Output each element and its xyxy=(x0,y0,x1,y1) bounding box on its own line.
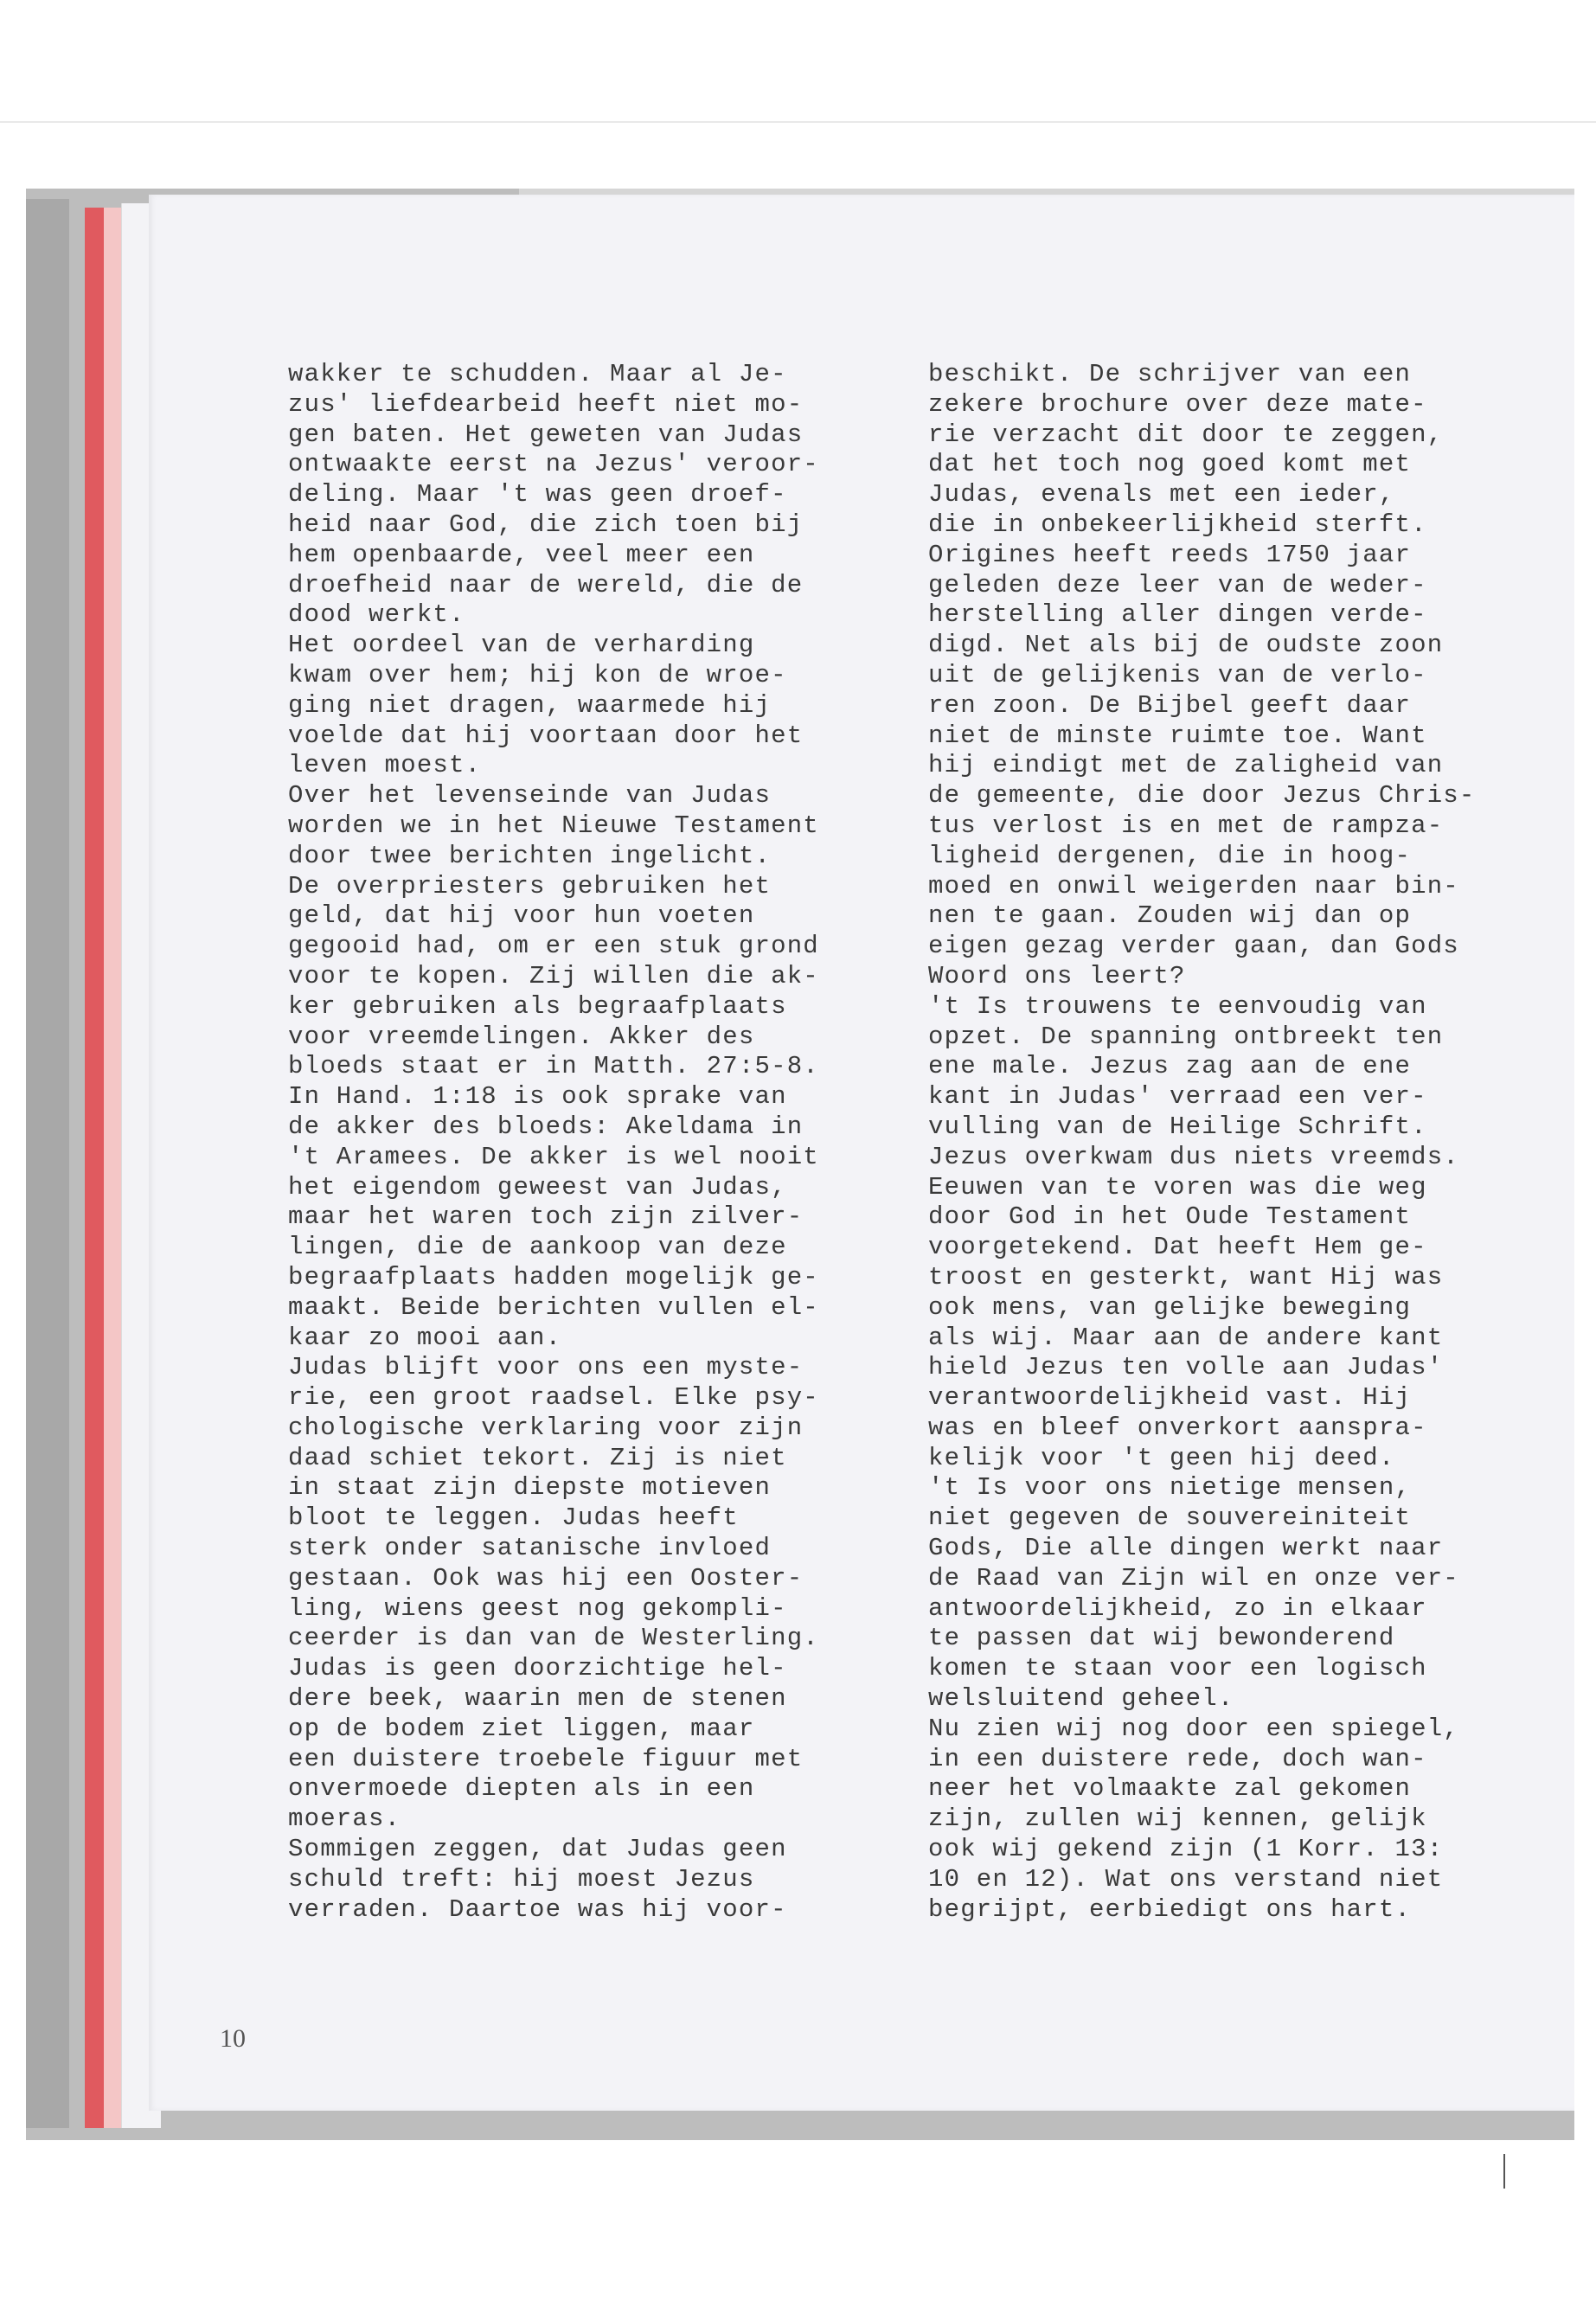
text-line: bloeds staat er in Matth. 27:5-8. xyxy=(288,1052,819,1081)
text-line: leven moest. xyxy=(288,751,482,780)
text-line: rie verzacht dit door te zeggen, xyxy=(928,420,1444,449)
text-line: kant in Judas' verraad een ver- xyxy=(928,1082,1427,1112)
text-line: Over het levenseinde van Judas xyxy=(288,781,772,811)
text-line: tus verlost is en met de rampza- xyxy=(928,811,1444,840)
text-line: de akker des bloeds: Akeldama in xyxy=(288,1112,804,1141)
text-line: eigen gezag verder gaan, dan Gods xyxy=(928,932,1459,961)
text-line: moed en onwil weigerden naar bin- xyxy=(928,871,1459,901)
text-line: antwoordelijkheid, zo in elkaar xyxy=(928,1593,1427,1623)
text-line: 10 en 12). Wat ons verstand niet xyxy=(928,1864,1444,1894)
left-text-column xyxy=(288,360,819,1925)
text-line: moeras. xyxy=(288,1804,401,1834)
text-line: maakt. Beide berichten vullen el- xyxy=(288,1292,819,1322)
text-line: kelijk voor 't geen hij deed. xyxy=(928,1443,1395,1472)
text-line: ook wij gekend zijn (1 Korr. 13: xyxy=(928,1835,1444,1864)
text-line: digd. Net als bij de oudste zoon xyxy=(928,631,1444,660)
text-line: troost en gesterkt, want Hij was xyxy=(928,1262,1444,1292)
text-line: Het oordeel van de verharding xyxy=(288,631,755,660)
text-line: beschikt. De schrijver van een xyxy=(928,360,1412,388)
text-line: 't Is trouwens te eenvoudig van xyxy=(928,991,1427,1021)
text-line: dood werkt. xyxy=(288,600,465,630)
text-line: nen te gaan. Zouden wij dan op xyxy=(928,901,1412,931)
text-line: voorgetekend. Dat heeft Hem ge- xyxy=(928,1233,1427,1262)
text-line: Origines heeft reeds 1750 jaar xyxy=(928,540,1412,569)
text-line: Sommigen zeggen, dat Judas geen xyxy=(288,1835,787,1864)
text-line: te passen dat wij bewonderend xyxy=(928,1624,1395,1653)
text-line: voor vreemdelingen. Akker des xyxy=(288,1022,755,1051)
text-line: ren zoon. De Bijbel geeft daar xyxy=(928,690,1412,720)
text-line: Jezus overkwam dus niets vreemds. xyxy=(928,1142,1459,1171)
text-line: geleden deze leer van de weder- xyxy=(928,570,1427,599)
text-line: begrijpt, eerbiedigt ons hart. xyxy=(928,1894,1412,1924)
page-number: 10 xyxy=(220,2024,246,2053)
text-line: hem openbaarde, veel meer een xyxy=(288,540,755,569)
text-line: op de bodem ziet liggen, maar xyxy=(288,1714,755,1743)
text-line: ene male. Jezus zag aan de ene xyxy=(928,1052,1412,1081)
red-page-edge xyxy=(85,208,104,2128)
right-text-column xyxy=(928,360,1476,1925)
text-line: Woord ons leert? xyxy=(928,961,1186,990)
text-line: welsluitend geheel. xyxy=(928,1684,1234,1714)
text-line: Nu zien wij nog door een spiegel, xyxy=(928,1714,1459,1743)
text-line: Judas blijft voor ons een myste- xyxy=(288,1353,804,1382)
text-line: schuld treft: hij moest Jezus xyxy=(288,1864,755,1894)
text-line: In Hand. 1:18 is ook sprake van xyxy=(288,1082,787,1112)
text-line: heid naar God, die zich toen bij xyxy=(288,510,804,539)
text-line: neer het volmaakte zal gekomen xyxy=(928,1774,1412,1804)
text-line: begraafplaats hadden mogelijk ge- xyxy=(288,1262,819,1292)
text-line: door God in het Oude Testament xyxy=(928,1202,1412,1232)
text-line: ontwaakte eerst na Jezus' veroor- xyxy=(288,450,819,479)
text-line: kwam over hem; hij kon de wroe- xyxy=(288,660,787,689)
text-line: Gods, Die alle dingen werkt naar xyxy=(928,1534,1444,1563)
text-line: Eeuwen van te voren was die weg xyxy=(928,1172,1427,1202)
text-line: vulling van de Heilige Schrift. xyxy=(928,1112,1427,1141)
text-line: sterk onder satanische invloed xyxy=(288,1534,772,1563)
text-line: 't Aramees. De akker is wel nooit xyxy=(288,1142,819,1171)
text-line: hij eindigt met de zaligheid van xyxy=(928,751,1444,780)
text-line: droefheid naar de wereld, die de xyxy=(288,570,804,599)
text-line: ceerder is dan van de Westerling. xyxy=(288,1624,819,1653)
text-line: komen te staan voor een logisch xyxy=(928,1654,1427,1683)
text-line: ging niet dragen, waarmede hij xyxy=(288,690,772,720)
text-line: worden we in het Nieuwe Testament xyxy=(288,811,819,840)
text-line: ling, wiens geest nog gekompli- xyxy=(288,1593,787,1623)
book-spine xyxy=(26,199,69,2128)
text-line: geld, dat hij voor hun voeten xyxy=(288,901,755,931)
text-line: zekere brochure over deze mate- xyxy=(928,389,1427,419)
text-line: deling. Maar 't was geen droef- xyxy=(288,480,787,510)
text-line: bloot te leggen. Judas heeft xyxy=(288,1503,739,1533)
text-line: ligheid dergenen, die in hoog- xyxy=(928,841,1412,870)
margin-mark xyxy=(1503,2154,1505,2189)
text-line: zus' liefdearbeid heeft niet mo- xyxy=(288,389,804,419)
text-line: zijn, zullen wij kennen, gelijk xyxy=(928,1804,1427,1834)
text-line: wakker te schudden. Maar al Je- xyxy=(288,360,787,388)
text-line: chologische verklaring voor zijn xyxy=(288,1413,804,1442)
pink-page-edge xyxy=(104,208,121,2128)
text-line: een duistere troebele figuur met xyxy=(288,1744,804,1773)
text-line: die in onbekeerlijkheid sterft. xyxy=(928,510,1427,539)
text-line: verraden. Daartoe was hij voor- xyxy=(288,1894,787,1924)
text-line: dat het toch nog goed komt met xyxy=(928,450,1412,479)
scan-top-margin xyxy=(0,0,1596,123)
text-line: rie, een groot raadsel. Elke psy- xyxy=(288,1383,819,1413)
text-line: 't Is voor ons nietige mensen, xyxy=(928,1473,1412,1503)
text-line: als wij. Maar aan de andere kant xyxy=(928,1323,1444,1352)
text-line: voor te kopen. Zij willen die ak- xyxy=(288,961,819,990)
text-line: herstelling aller dingen verde- xyxy=(928,600,1427,630)
text-line: gestaan. Ook was hij een Ooster- xyxy=(288,1563,804,1593)
text-line: lingen, die de aankoop van deze xyxy=(288,1233,787,1262)
text-line: daad schiet tekort. Zij is niet xyxy=(288,1443,787,1472)
text-line: het eigendom geweest van Judas, xyxy=(288,1172,787,1202)
text-line: uit de gelijkenis van de verlo- xyxy=(928,660,1427,689)
text-line: in een duistere rede, doch wan- xyxy=(928,1744,1427,1773)
text-line: onvermoede diepten als in een xyxy=(288,1774,755,1804)
text-line: door twee berichten ingelicht. xyxy=(288,841,772,870)
text-line: hield Jezus ten volle aan Judas' xyxy=(928,1353,1444,1382)
text-line: opzet. De spanning ontbreekt ten xyxy=(928,1022,1444,1051)
text-line: ker gebruiken als begraafplaats xyxy=(288,991,787,1021)
text-line: maar het waren toch zijn zilver- xyxy=(288,1202,804,1232)
text-line: De overpriesters gebruiken het xyxy=(288,871,772,901)
text-line: dere beek, waarin men de stenen xyxy=(288,1684,787,1714)
text-line: Judas is geen doorzichtige hel- xyxy=(288,1654,787,1683)
text-line: Judas, evenals met een ieder, xyxy=(928,480,1395,510)
text-line: gen baten. Het geweten van Judas xyxy=(288,420,804,449)
text-line: kaar zo mooi aan. xyxy=(288,1323,562,1352)
text-line: niet de minste ruimte toe. Want xyxy=(928,721,1427,750)
text-line: gegooid had, om er een stuk grond xyxy=(288,932,819,961)
text-line: voelde dat hij voortaan door het xyxy=(288,721,804,750)
text-line: de Raad van Zijn wil en onze ver- xyxy=(928,1563,1459,1593)
text-line: de gemeente, die door Jezus Chris- xyxy=(928,781,1476,811)
text-line: was en bleef onverkort aanspra- xyxy=(928,1413,1427,1442)
text-line: verantwoordelijkheid vast. Hij xyxy=(928,1383,1412,1413)
text-line: niet gegeven de souvereiniteit xyxy=(928,1503,1412,1533)
text-line: ook mens, van gelijke beweging xyxy=(928,1292,1412,1322)
text-line: in staat zijn diepste motieven xyxy=(288,1473,772,1503)
